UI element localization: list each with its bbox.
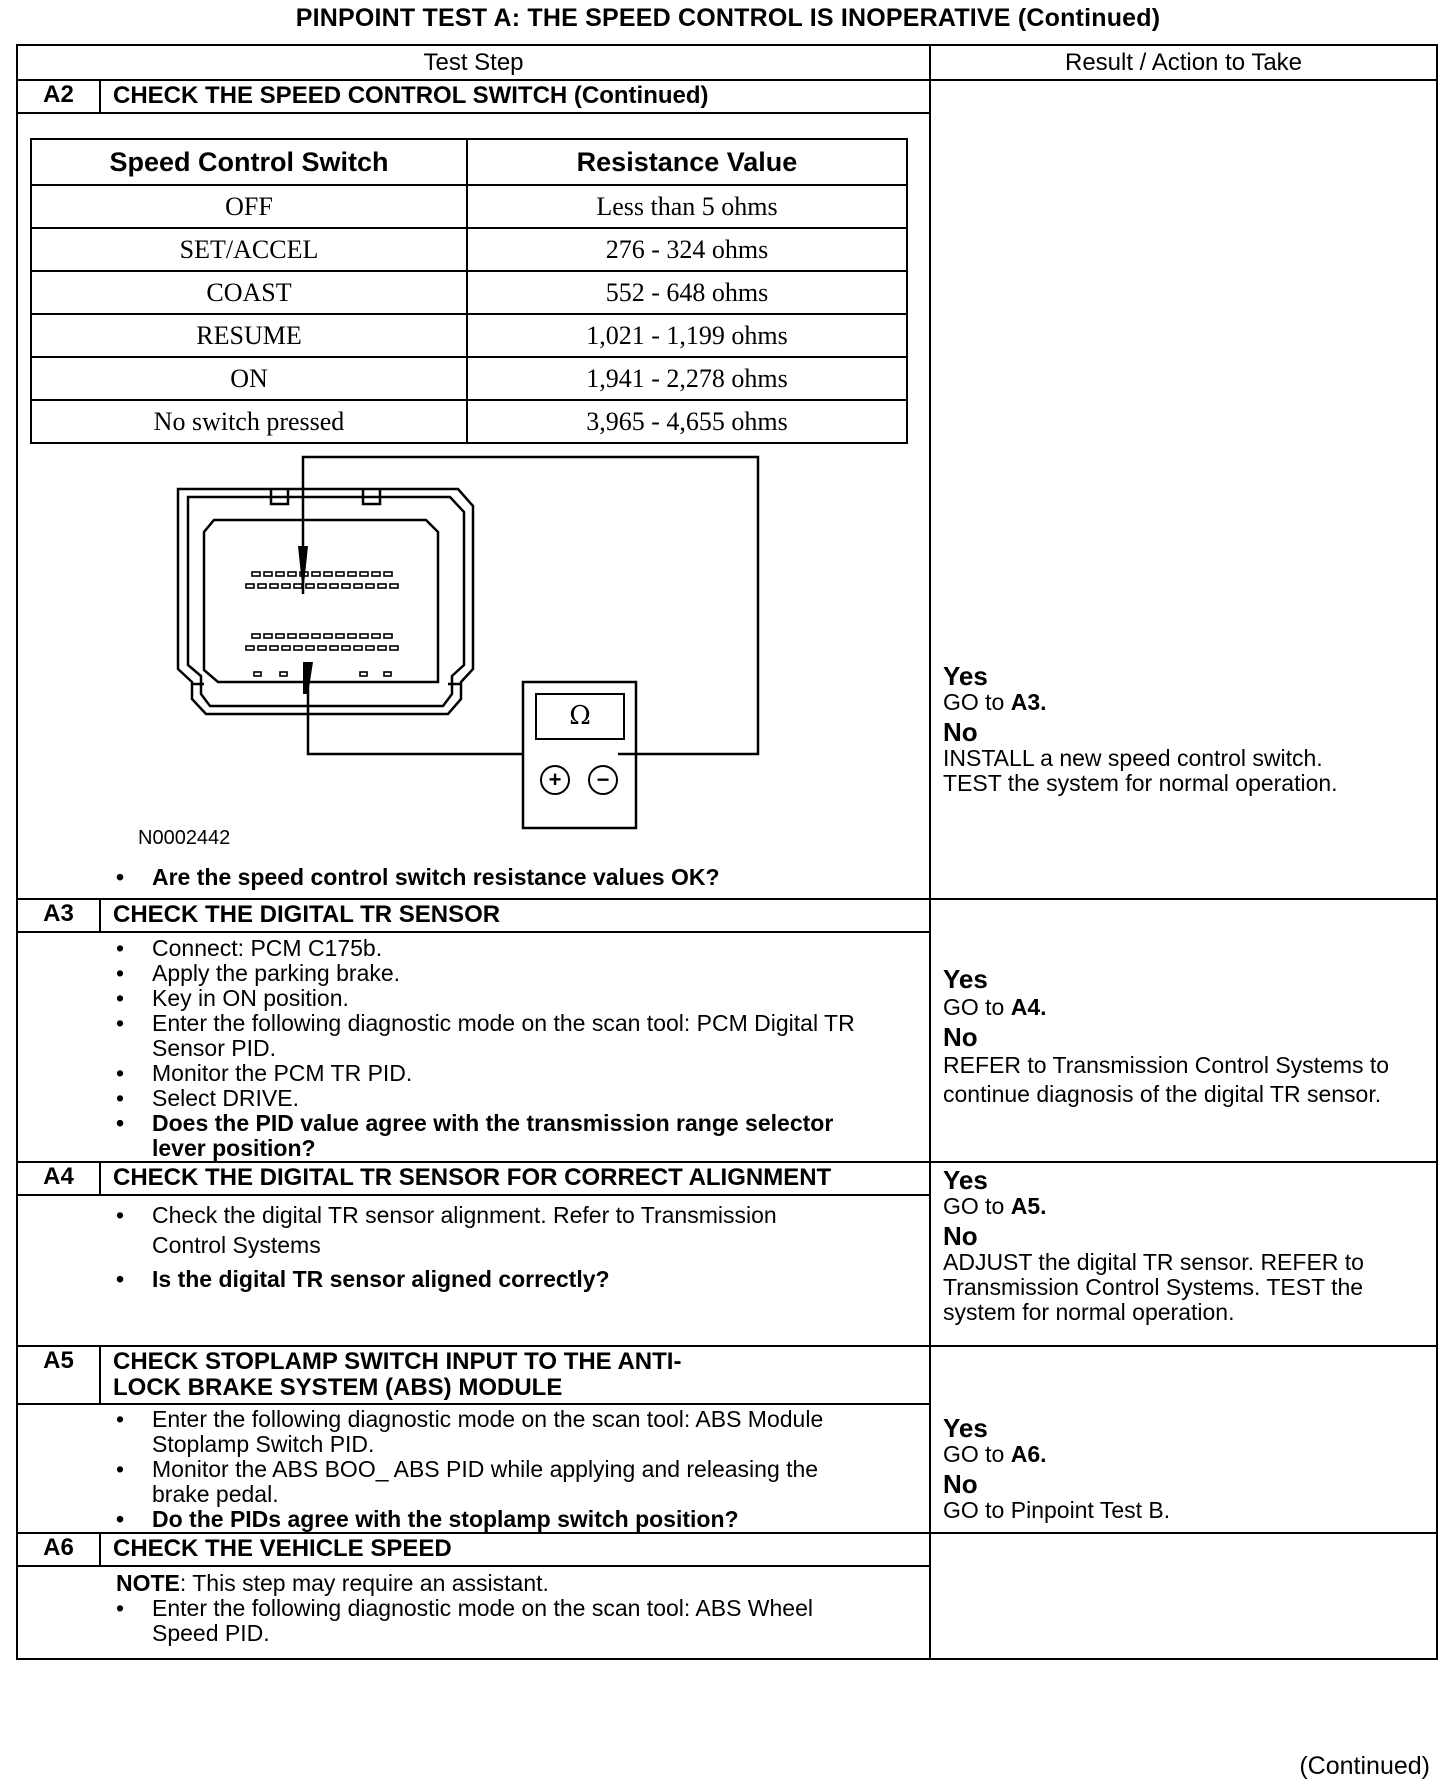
result-yes-label: Yes bbox=[943, 1413, 988, 1443]
list-item: • Enter the following diagnostic mode on the scan tool: ABS Module Stoplamp Switch PID. bbox=[18, 1407, 929, 1457]
list-item: • Key in ON position. bbox=[18, 986, 929, 1011]
step-title: CHECK THE DIGITAL TR SENSOR bbox=[100, 900, 929, 932]
table-row: SET/ACCEL 276 - 324 ohms bbox=[31, 228, 907, 271]
connector-diagram bbox=[18, 444, 929, 864]
step-question: • Are the speed control switch resistance values OK? bbox=[18, 864, 929, 898]
pin-row-2 bbox=[246, 634, 398, 650]
step-ref: A4. bbox=[1010, 994, 1047, 1020]
ohm-symbol: Ω bbox=[569, 701, 591, 731]
connector-illustration bbox=[18, 444, 778, 864]
table-row: No switch pressed 3,965 - 4,655 ohms bbox=[31, 400, 907, 443]
result-a5: Yes GO to A6. No GO to Pinpoint Test B. bbox=[930, 1346, 1437, 1533]
result-no-label: No bbox=[943, 1469, 978, 1499]
step-title: CHECK THE DIGITAL TR SENSOR FOR CORRECT ALIGNMENT bbox=[100, 1163, 929, 1195]
resistance-table bbox=[30, 138, 908, 444]
result-a6 bbox=[930, 1533, 1437, 1659]
test-table bbox=[16, 44, 1438, 1660]
list-item: • Check the digital TR sensor alignment. Refer to Transmission Control Systems bbox=[18, 1200, 929, 1260]
step-title: CHECK THE SPEED CONTROL SWITCH (Continued) bbox=[100, 81, 929, 113]
result-no-label: No bbox=[943, 1221, 978, 1251]
table-row: RESUME 1,021 - 1,199 ohms bbox=[31, 314, 907, 357]
result-a3: Yes GO to A4. No REFER to Transmission Control Systems to continue diagnosis of the digital TR sensor. bbox=[930, 899, 1437, 1162]
step-title: CHECK THE VEHICLE SPEED bbox=[100, 1534, 929, 1566]
list-item: • Enter the following diagnostic mode on the scan tool: PCM Digital TR Sensor PID. bbox=[18, 1011, 929, 1061]
result-yes-label: Yes bbox=[943, 661, 988, 691]
step-question: • Do the PIDs agree with the stoplamp switch position? bbox=[18, 1507, 929, 1532]
step-id: A3 bbox=[18, 900, 100, 932]
result-no-label: No bbox=[943, 1022, 978, 1052]
page-title: PINPOINT TEST A: THE SPEED CONTROL IS INOPERATIVE (Continued) bbox=[295, 4, 1161, 32]
step-id: A4 bbox=[18, 1163, 100, 1195]
result-a4: Yes GO to A5. No ADJUST the digital TR sensor. REFER to Transmission Control Systems. TEST the system for normal operation. bbox=[930, 1162, 1437, 1346]
step-ref: A5. bbox=[1010, 1193, 1047, 1219]
header-result: Result / Action to Take bbox=[930, 45, 1437, 80]
step-title: CHECK STOPLAMP SWITCH INPUT TO THE ANTI-LOCK BRAKE SYSTEM (ABS) MODULE bbox=[100, 1347, 929, 1404]
step-a6 bbox=[17, 1533, 930, 1659]
meter-plus-icon: + bbox=[548, 767, 562, 792]
step-id: A2 bbox=[18, 81, 100, 113]
list-item: • Connect: PCM C175b. bbox=[18, 936, 929, 961]
result-a2: Yes GO to A3. No INSTALL a new speed control switch. TEST the system for normal operation. bbox=[930, 80, 1437, 899]
figure-label: N0002442 bbox=[138, 827, 231, 849]
resistance-col-switch: Speed Control Switch bbox=[31, 139, 467, 185]
list-item: • Select DRIVE. bbox=[18, 1086, 929, 1111]
pin-row-1 bbox=[246, 572, 398, 588]
step-question: • Does the PID value agree with the transmission range selector lever position? bbox=[18, 1111, 929, 1161]
step-ref: A3. bbox=[1010, 689, 1047, 715]
note-label: NOTE bbox=[116, 1570, 180, 1596]
list-item: • Monitor the PCM TR PID. bbox=[18, 1061, 929, 1086]
result-no-label: No bbox=[943, 717, 978, 747]
step-a5 bbox=[17, 1346, 930, 1533]
list-item: • Apply the parking brake. bbox=[18, 961, 929, 986]
resistance-col-value: Resistance Value bbox=[467, 139, 907, 185]
list-item: • Monitor the ABS BOO_ ABS PID while applying and releasing the brake pedal. bbox=[18, 1457, 929, 1507]
probe-bottom bbox=[303, 662, 313, 694]
header-test-step: Test Step bbox=[17, 45, 930, 80]
step-id: A5 bbox=[18, 1347, 100, 1404]
step-id: A6 bbox=[18, 1534, 100, 1566]
step-question: • Is the digital TR sensor aligned correctly? bbox=[18, 1264, 929, 1294]
continued-label: (Continued) bbox=[1299, 1752, 1430, 1780]
table-row: OFF Less than 5 ohms bbox=[31, 185, 907, 228]
step-a3 bbox=[17, 899, 930, 1162]
step-ref: A6. bbox=[1010, 1441, 1047, 1467]
meter-minus-icon: − bbox=[596, 767, 610, 792]
step-note: NOTE: This step may require an assistant. bbox=[116, 1570, 549, 1596]
step-a2 bbox=[17, 80, 930, 899]
list-item: • Enter the following diagnostic mode on the scan tool: ABS Wheel Speed PID. bbox=[18, 1596, 929, 1646]
result-yes-label: Yes bbox=[943, 1165, 988, 1195]
table-row: COAST 552 - 648 ohms bbox=[31, 271, 907, 314]
result-yes-label: Yes bbox=[943, 964, 988, 994]
step-a4 bbox=[17, 1162, 930, 1346]
table-row: ON 1,941 - 2,278 ohms bbox=[31, 357, 907, 400]
